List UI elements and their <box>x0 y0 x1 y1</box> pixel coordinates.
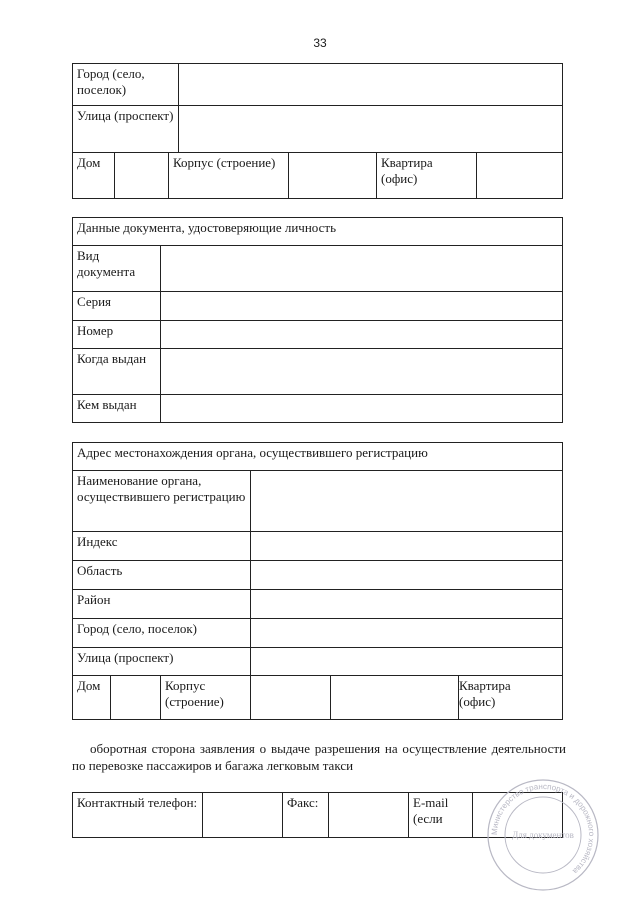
address-table <box>72 63 563 199</box>
stamp-ring-text: Министерство транспорта и дорожного хозяйства <box>489 781 597 876</box>
registration-index-field[interactable] <box>251 532 563 561</box>
registration-building-label: Корпус (строение) <box>161 676 251 720</box>
identity-header: Данные документа, удостоверяющие личность <box>73 218 563 246</box>
address-building-label: Корпус (строение) <box>169 153 289 199</box>
address-house-label: Дом <box>73 153 115 199</box>
address-city-field[interactable] <box>179 64 563 106</box>
identity-issued-when-label: Когда выдан <box>73 349 161 395</box>
identity-issued-by-label: Кем выдан <box>73 395 161 423</box>
registration-house-field[interactable] <box>111 676 161 720</box>
identity-number-label: Номер <box>73 321 161 349</box>
identity-series-field[interactable] <box>161 292 563 321</box>
registration-org-name-field[interactable] <box>251 471 563 532</box>
registration-street-field[interactable] <box>251 648 563 676</box>
contacts-fax-field[interactable] <box>329 793 409 838</box>
registration-table <box>72 442 563 720</box>
registration-apartment-label: Квартира (офис) <box>331 676 459 720</box>
registration-district-label: Район <box>73 590 251 619</box>
registration-house-label: Дом <box>73 676 111 720</box>
contacts-phone-field[interactable] <box>203 793 283 838</box>
address-apartment-label: Квартира (офис) <box>377 153 477 199</box>
registration-org-name-label: Наименование органа, осуществившего регистрацию <box>73 471 251 532</box>
address-city-label: Город (село, поселок) <box>73 64 179 106</box>
contacts-phone-label: Контактный телефон: <box>73 793 203 838</box>
registration-street-label: Улица (проспект) <box>73 648 251 676</box>
registration-city-label: Город (село, поселок) <box>73 619 251 648</box>
reverse-side-caption: оборотная сторона заявления о выдаче разрешения на осуществление деятельности по перевозке пассажиров и багажа легковым такси <box>72 741 566 774</box>
registration-district-field[interactable] <box>251 590 563 619</box>
contacts-fax-label: Факс: <box>283 793 329 838</box>
registration-region-label: Область <box>73 561 251 590</box>
identity-table <box>72 217 563 423</box>
identity-number-field[interactable] <box>161 321 563 349</box>
contacts-email-field[interactable] <box>473 793 563 838</box>
address-street-label: Улица (проспект) <box>73 106 179 153</box>
page-number: 33 <box>313 36 327 50</box>
address-building-field[interactable] <box>289 153 377 199</box>
identity-issued-by-field[interactable] <box>161 395 563 423</box>
registration-region-field[interactable] <box>251 561 563 590</box>
registration-building-field[interactable] <box>251 676 331 720</box>
identity-issued-when-field[interactable] <box>161 349 563 395</box>
registration-header: Адрес местонахождения органа, осуществившего регистрацию <box>73 443 563 471</box>
contacts-table <box>72 792 563 838</box>
identity-doc-type-field[interactable] <box>161 246 563 292</box>
registration-city-field[interactable] <box>251 619 563 648</box>
registration-index-label: Индекс <box>73 532 251 561</box>
address-house-field[interactable] <box>115 153 169 199</box>
address-street-field[interactable] <box>179 106 563 153</box>
identity-doc-type-label: Вид документа <box>73 246 161 292</box>
address-apartment-field[interactable] <box>477 153 563 199</box>
identity-series-label: Серия <box>73 292 161 321</box>
contacts-email-label: E-mail (если <box>409 793 473 838</box>
stamp-center-text: Для документов <box>512 830 574 840</box>
